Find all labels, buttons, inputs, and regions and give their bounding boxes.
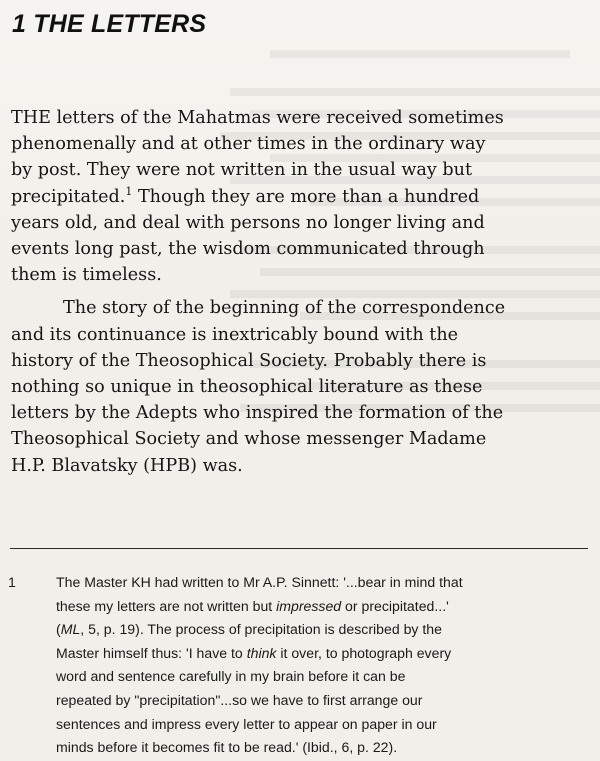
footnote-line	[56, 595, 596, 619]
italic-fragment: ML	[60, 621, 81, 638]
footnote-line	[56, 642, 596, 666]
paragraph-2	[11, 295, 591, 478]
body-text	[11, 105, 591, 479]
italic-fragment: think	[246, 644, 277, 661]
text-line: by post. They were not written in the usual way but	[11, 160, 473, 181]
chapter-title: 1 THE LETTERS	[12, 10, 207, 38]
text-line: letters by the Adepts who inspired the formation of the	[11, 403, 504, 424]
footnote-line: The Master KH had written to Mr A.P. Sinnett: '...bear in mind that	[56, 574, 463, 590]
text-line	[11, 184, 591, 210]
text-line: phenomenally and at other times in the ordinary way	[11, 134, 486, 155]
text-line: THE letters of the Mahatmas were received sometimes	[11, 108, 504, 128]
footnote-ref[interactable]: 1	[125, 184, 133, 198]
text-line: and its continuance is inextricably bound with the	[11, 324, 459, 345]
footnote-divider	[10, 548, 588, 549]
text-fragment: Though they are more than a hundred	[132, 186, 480, 207]
paragraph-1	[11, 105, 591, 288]
text-fragment: or precipitated...'	[341, 597, 449, 614]
footnote-line	[56, 618, 596, 642]
italic-fragment: impressed	[276, 597, 342, 614]
text-fragment: (	[56, 621, 61, 638]
text-line: H.P. Blavatsky (HPB) was.	[11, 455, 243, 476]
footnote-line: repeated by "precipitation"...so we have to first arrange our	[56, 691, 423, 708]
text-line: history of the Theosophical Society. Probably there is	[11, 350, 487, 371]
text-fragment: it over, to photograph every	[276, 644, 452, 661]
text-line: them is timeless.	[11, 265, 162, 286]
text-fragment: Master himself thus: 'I have to	[56, 644, 247, 661]
footnote-text	[56, 571, 596, 760]
footnote-line: sentences and impress every letter to appear on paper in our	[56, 715, 437, 732]
text-fragment: , 5, p. 19). The process of precipitation is described by the	[80, 621, 442, 638]
footnote-number: 1	[8, 574, 16, 590]
footnote-line: minds before it becomes fit to be read.' (Ibid., 6, p. 22).	[56, 739, 398, 756]
text-line: years old, and deal with persons no longer living and	[11, 212, 485, 233]
text-fragment: these my letters are not written but	[56, 597, 277, 614]
text-fragment: precipitated.	[11, 186, 126, 207]
text-line: events long past, the wisdom communicated through	[11, 239, 485, 260]
footnote-line: word and sentence carefully in my brain before it can be	[56, 668, 406, 685]
text-line: nothing so unique in theosophical literature as these	[11, 377, 483, 398]
text-line: The story of the beginning of the correspondence	[63, 298, 506, 319]
text-line: Theosophical Society and whose messenger Madame	[11, 429, 487, 450]
